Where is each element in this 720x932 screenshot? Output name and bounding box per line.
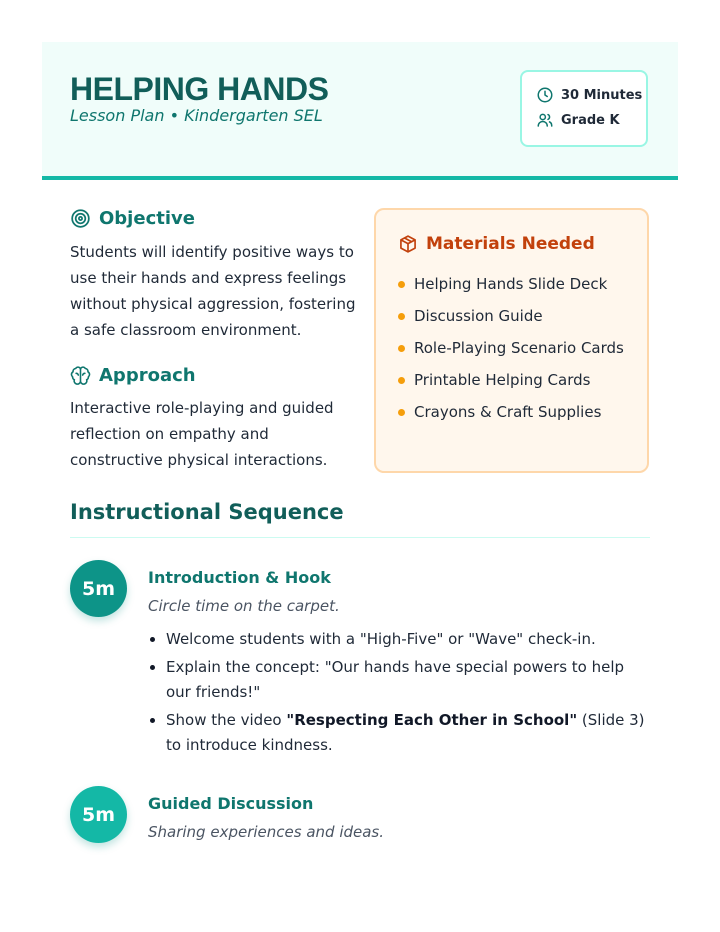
list-item: [398, 364, 624, 396]
objective-heading: [70, 208, 195, 229]
grade-text: Grade K: [561, 112, 620, 128]
video-suffix: (Slide 3) to introduce kindness.: [166, 711, 645, 754]
users-icon: [536, 111, 554, 129]
list-item: [398, 332, 624, 364]
step-title: Introduction & Hook: [148, 568, 331, 587]
approach-text: Interactive role-playing and guided reflection on empathy and constructive physical interactions.: [70, 399, 334, 469]
box-icon: [398, 234, 418, 254]
approach-heading: [70, 365, 196, 386]
objective-text: Students will identify positive ways to use their hands and express feelings without physical aggression, fostering a safe classroom environment.: [70, 243, 356, 339]
materials-heading: [398, 234, 595, 254]
step-bullets: [148, 627, 648, 761]
step-subtitle: Circle time on the carpet.: [148, 597, 340, 615]
clock-icon: [536, 86, 554, 104]
sequence-divider: [70, 537, 650, 538]
material-label: Printable Helping Cards: [414, 371, 591, 389]
target-icon: [70, 208, 91, 229]
material-label: Role-Playing Scenario Cards: [414, 339, 624, 357]
material-label: Crayons & Craft Supplies: [414, 403, 602, 421]
step-title: Guided Discussion: [148, 794, 314, 813]
material-label: Helping Hands Slide Deck: [414, 275, 608, 293]
list-item: Welcome students with a "High-Five" or "Wave" check-in.: [148, 627, 648, 652]
brain-icon: [70, 365, 91, 386]
materials-list: [398, 268, 624, 428]
list-item: [398, 300, 624, 332]
bullet-dot: [398, 313, 405, 320]
duration-text: 30 Minutes: [561, 87, 643, 103]
step-subtitle: Sharing experiences and ideas.: [148, 823, 385, 841]
bullet-dot: [398, 377, 405, 384]
step-time-badge: 5m: [70, 786, 127, 843]
material-label: Discussion Guide: [414, 307, 543, 325]
video-title: "Respecting Each Other in School": [286, 711, 578, 729]
header: [42, 42, 678, 180]
objective-title: Objective: [99, 208, 195, 229]
materials-title: Materials Needed: [426, 234, 595, 254]
grade-row: [536, 111, 620, 129]
list-item: [148, 708, 648, 758]
sequence-title: Instructional Sequence: [70, 500, 344, 524]
lesson-title: HELPING HANDS: [70, 71, 329, 107]
materials-card: [374, 208, 649, 473]
approach-title: Approach: [99, 365, 196, 386]
lesson-subtitle: Lesson Plan • Kindergarten SEL: [70, 106, 323, 125]
bullet-dot: [398, 281, 405, 288]
list-item: [398, 268, 624, 300]
list-item: Explain the concept: "Our hands have special powers to help our friends!": [148, 655, 648, 705]
lesson-meta-card: [520, 70, 648, 147]
duration-row: [536, 86, 642, 104]
bullet-dot: [398, 345, 405, 352]
step-time-badge: 5m: [70, 560, 127, 617]
video-prefix: Show the video: [166, 711, 287, 729]
list-item: [398, 396, 624, 428]
bullet-dot: [398, 409, 405, 416]
